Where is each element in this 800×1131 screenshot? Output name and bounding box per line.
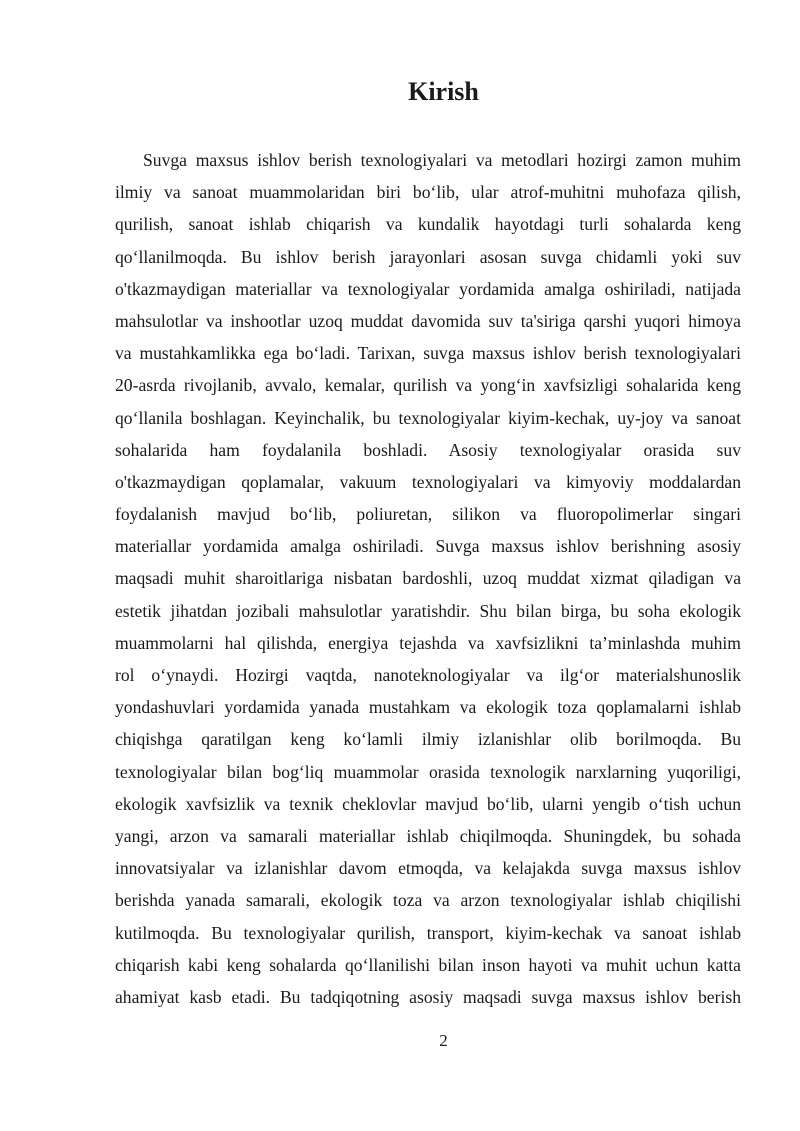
text-line: innovatsiyalar va izlanishlar davom etmoqda, va kelajakda suvga maxsus ishlov [115, 858, 741, 879]
body-paragraph [115, 144, 741, 1013]
text-line: va mustahkamlikka ega bo‘ladi. Tarixan, suvga maxsus ishlov berish texnologiyalari [115, 343, 741, 364]
text-line: ahamiyat kasb etadi. Bu tadqiqotning asosiy maqsadi suvga maxsus ishlov berish [115, 986, 741, 1007]
text-line: Suvga maxsus ishlov berish texnologiyalari va metodlari hozirgi zamon muhim [143, 150, 741, 170]
text-line: materiallar yordamida amalga oshiriladi. Suvga maxsus ishlov berishning asosiy [115, 536, 741, 557]
text-line: foydalanish mavjud bo‘lib, poliuretan, silikon va fluoropolimerlar singari [115, 504, 741, 525]
text-line: qo‘llanilmoqda. Bu ishlov berish jarayonlari asosan suvga chidamli yoki suv [115, 246, 741, 267]
text-line: sohalarida ham foydalanila boshladi. Asosiy texnologiyalar orasida suv [115, 439, 741, 460]
text-line: ekologik xavfsizlik va texnik cheklovlar mavjud bo‘lib, ularni yengib o‘tish uchun [115, 793, 741, 814]
text-line: berishda yanada samarali, ekologik toza va arzon texnologiyalar ishlab chiqilishi [115, 890, 741, 911]
text-line: qo‘llanila boshlagan. Keyinchalik, bu texnologiyalar kiyim-kechak, uy-joy va sanoat [115, 407, 741, 428]
text-line: yondashuvlari yordamida yanada mustahkam va ekologik toza qoplamalarni ishlab [115, 697, 741, 718]
text-line: chiqarish kabi keng sohalarda qo‘llanilishi bilan inson hayoti va muhit uchun katta [115, 954, 741, 975]
text-line: kutilmoqda. Bu texnologiyalar qurilish, transport, kiyim-kechak va sanoat ishlab [115, 922, 741, 943]
text-line: estetik jihatdan jozibali mahsulotlar yaratishdir. Shu bilan birga, bu soha ekologik [115, 600, 741, 621]
page-title: Kirish [408, 77, 479, 106]
text-line: rol o‘ynaydi. Hozirgi vaqtda, nanoteknologiyalar va ilg‘or materialshunoslik [115, 665, 741, 685]
text-line: chiqishga qaratilgan keng ko‘lamli ilmiy izlanishlar olib borilmoqda. Bu [115, 729, 741, 750]
text-line: ilmiy va sanoat muammolaridan biri bo‘lib, ular atrof-muhitni muhofaza qilish, [115, 182, 741, 203]
text-line: texnologiyalar bilan bog‘liq muammolar orasida texnologik narxlarning yuqoriligi, [115, 761, 741, 782]
page-number: 2 [439, 1031, 448, 1050]
text-line: maqsadi muhit sharoitlariga nisbatan bardoshli, uzoq muddat xizmat qiladigan va [115, 568, 741, 589]
text-line: 20-asrda rivojlanib, avvalo, kemalar, qurilish va yong‘in xavfsizligi sohalarida keng [115, 375, 741, 396]
text-line: yangi, arzon va samarali materiallar ishlab chiqilmoqda. Shuningdek, bu sohada [115, 825, 741, 846]
text-line: o'tkazmaydigan qoplamalar, vakuum texnologiyalari va kimyoviy moddalardan [115, 471, 741, 492]
text-line: mahsulotlar va inshootlar uzoq muddat davomida suv ta'siriga qarshi yuqori himoya [115, 310, 741, 331]
text-line: muammolarni hal qilishda, energiya tejashda va xavfsizlikni ta’minlashda muhim [115, 632, 741, 653]
text-line: qurilish, sanoat ishlab chiqarish va kundalik hayotdagi turli sohalarda keng [115, 214, 741, 235]
text-line: o'tkazmaydigan materiallar va texnologiyalar yordamida amalga oshiriladi, natijada [115, 278, 741, 299]
